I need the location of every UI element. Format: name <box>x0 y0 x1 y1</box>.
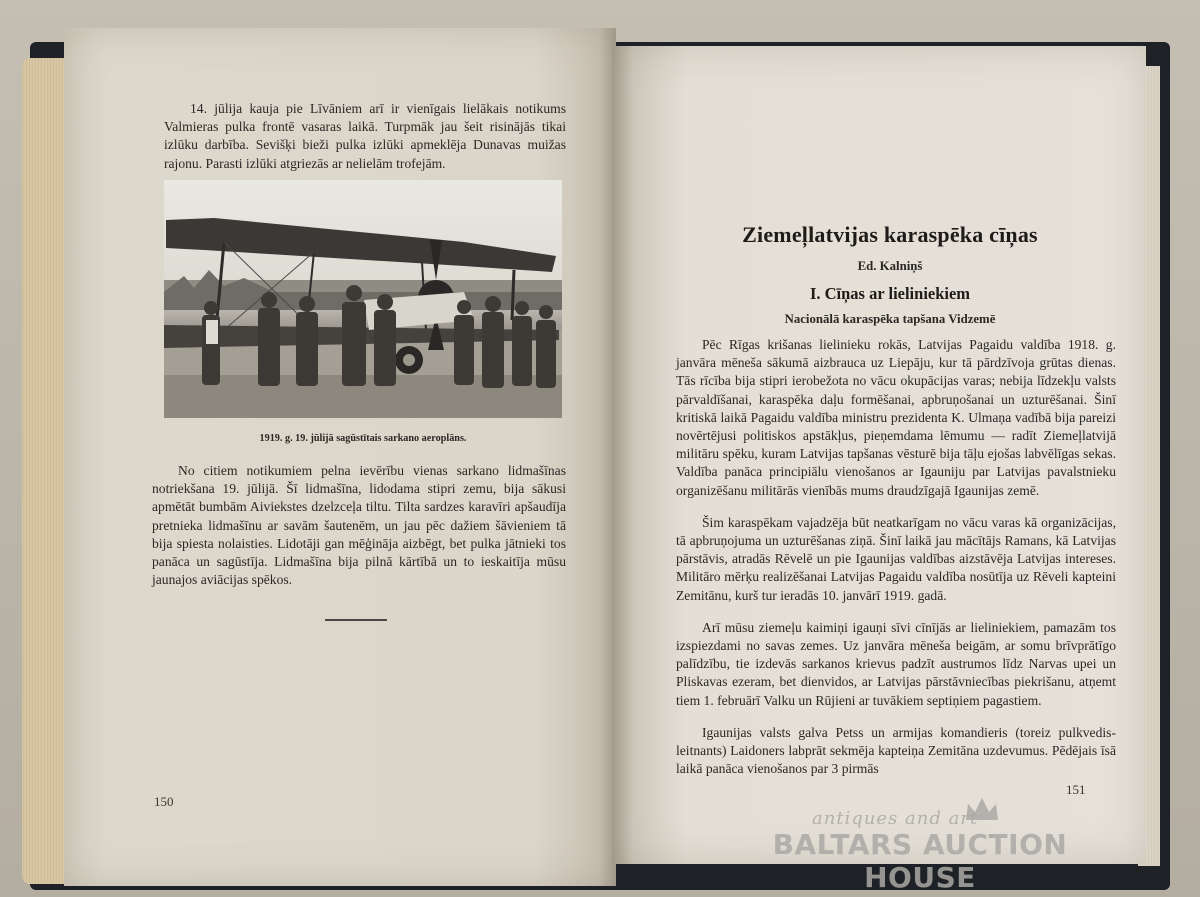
left-paragraph-2-text: No citiem notikumiem pelna ievērību vienas sarkano lidmašīnas notriekšana 19. jūlijā. Šī lidmašīna, lidodama stipri zemu, bija sākusi apmētāt bumbām Aiviekstes dzelzceļa tiltu. Tilta sardzes karavīri apšaudīja pretnieka lidmašīnu ar savām šautenēm, un jau pēc dažiem šāvieniem tā bija spiesta nolaisties. Lidotāji gan mēģināja aizbēgt, bet pulka jātnieki tos panāca un sagūstīja. Lidmašīna bija pilnā kārtībā un to ieskaitīja mūsu jaunajos aviācijas spēkos. <box>152 463 566 588</box>
right-paragraph-2: Šim karaspēkam vajadzēja būt neatkarīgam no vācu varas kā organizācijas, tā apbruņojuma un uzturēšanas ziņā. Šinī laikā jau mācītājs Ramans, kā Latvijas pārstāvis, atradās Rēvelē un pie Igaunijas valdības aizstāvēja Latvijas intereses. Militāro mērķu realizēšanai Latvijas Pagaidu valdība nosūtīja uz Rēveli kapteini Zemitānu, kurš tur ieradās 10. janvārī 1919. gadā. <box>676 514 1116 603</box>
right-body-text <box>676 336 1116 778</box>
right-paragraph-1: Pēc Rīgas krišanas lielinieku rokās, Latvijas Pagaidu valdība 1918. g. janvāra mēneša sākumā aizbrauca uz Liepāju, kur tā pārdzīvoja grūtas dienas. Tās rīcība bija stipri ierobežota no vācu okupācijas varas; nebija līdzekļu valsts pārvaldīšanai, karaspēka daļu formēšanai, apbruņošanai un uzturēšanai. Šinī kritiskā laikā Pagaidu valdība ministru prezidenta K. Ulmaņa vadībā bija pareizi novērtējusi politiskos apstākļus, pieņemdama lēmumu — radīt Ziemeļlatvijā militāru spēku, kuram Latvijas tapšanas vēsturē bija tāļu ejošas labvēlīgas sekas. Valdība panāca principiālu vienošanos ar Igauniju par Latvijas pavalstnieku organizēšanu militārās vienībās mums draudzīgajā Igaunijas zemē. <box>676 337 1116 498</box>
watermark-brand: BALTARS AUCTION HOUSE <box>772 828 1068 894</box>
article-author: Ed. Kalniņš <box>857 259 923 273</box>
section-end-rule <box>325 619 387 621</box>
right-paragraph-4: Igaunijas valsts galva Petss un armijas komandieris (toreiz pulkvedis-leitnants) Laidoners labprāt sekmēja kapteiņa Zemitāna uzdevumus. Pēdējais īsā laikā panāca vienošanos par 3 pirmās <box>676 724 1116 777</box>
article-title: Ziemeļlatvijas karaspēka cīņas <box>742 222 1038 247</box>
photo-caption: 1919. g. 19. jūlijā sagūstītais sarkano aeroplāns. <box>259 433 467 444</box>
right-paragraph-3: Arī mūsu ziemeļu kaimiņi igauņi sīvi cīnījās ar lieliniekiem, pamazām tos izspiezdami no savas zemes. Uz janvāra mēneša beigām, ar somu brīvprātīgo palīdzību, tie izdevās sarkanos krievus padzīt austrumos līdz Narvas upei un Pliskavas ezeram, bet dienvidos, ar Latvijas pārstāvniecības piekrišanu, atņemt tiem 1. februārī Valku un Rūjieni ar tuvākiem septiņiem pagastiem. <box>676 619 1116 708</box>
right-page-number: 151 <box>1066 782 1086 797</box>
left-paragraph-1 <box>164 100 566 173</box>
left-paragraph-1-text: 14. jūlija kauja pie Līvāniem arī ir vienīgais lielākais notikums Valmieras pulka frontē vasaras laikā. Turpmāk jau šeit risinājās tikai izlūku darbība. Sevišķi bieži pulka izlūki apmeklēja Dunavas muižas rajonu. Parasti izlūki atgriezās ar nelielām trofejām. <box>164 101 566 171</box>
biplane-photo-illustration <box>164 180 562 418</box>
left-page-number: 150 <box>154 794 174 809</box>
section-subheading: Nacionālā karaspēka tapšana Vidzemē <box>784 312 996 326</box>
chapter-heading: I. Cīņas ar lieliniekiem <box>809 284 971 303</box>
watermark-tagline: antiques and art <box>812 808 979 829</box>
left-paragraph-2 <box>152 462 566 589</box>
biplane-photo <box>164 180 562 418</box>
